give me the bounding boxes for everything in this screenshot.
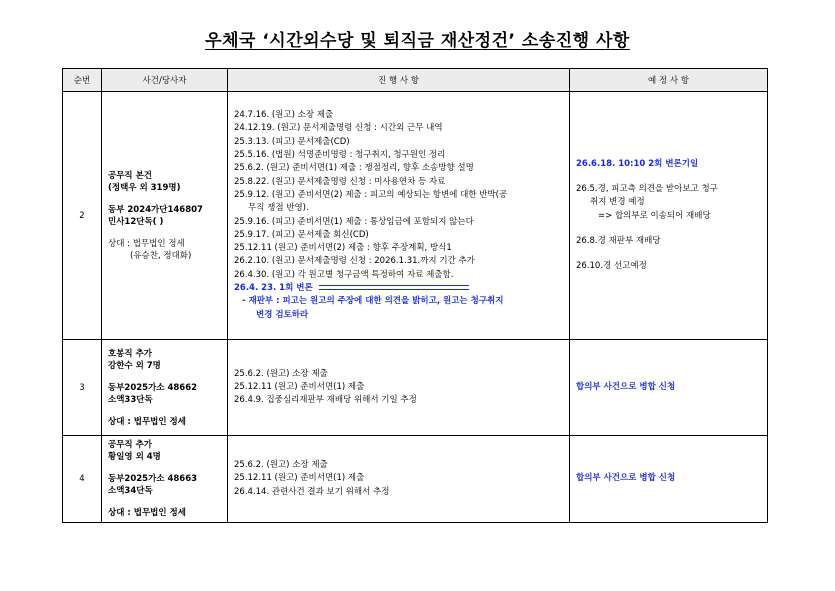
progress-line: 24.7.16. (원고) 소장 제출 [234, 110, 334, 121]
table-header-row [63, 69, 768, 92]
progress-line: 26.4.14. 관련사건 결과 보기 위해서 추정 [234, 486, 390, 497]
table-row [63, 92, 768, 340]
progress-line: 무직 쟁점 반영). [248, 203, 309, 214]
judge-note-cont: 변경 검토하라 [256, 309, 309, 320]
plan-item: 26.8.경 재판부 재배당 [576, 235, 661, 246]
counsel: 상대 : 법무법인 정세 [108, 508, 186, 518]
header-plan: 예 정 사 항 [570, 69, 768, 92]
hearing-line [234, 282, 563, 295]
case-number: 동부2025가소 48663 [108, 474, 198, 484]
party-plaintiff: 강한수 외 7명 [108, 360, 161, 371]
litigation-table [62, 68, 768, 523]
plan-item: 합의부 사건으로 병합 신청 [576, 473, 676, 484]
case-number: 동부2025가소 48662 [108, 382, 198, 393]
progress-line: 25.12.11 (원고) 준비서면(1) 제출 [234, 381, 365, 392]
progress-line: 25.6.2. (원고) 소장 제출 [234, 460, 328, 471]
row-number: 2 [63, 92, 102, 340]
progress-line: 25.9.16. (피고) 준비서면(1) 제출 : 통상임금에 포함되지 않는다 [234, 216, 474, 227]
progress-line: 26.2.10. (원고) 문서제출명령 신청 : 2026.1.31.까지 기간 추가 [234, 256, 475, 267]
party-plaintiff: 황일영 외 4명 [108, 452, 161, 462]
progress-line: 26.4.30. (원고) 각 원고별 청구금액 특정하여 자료 제출함. [234, 269, 454, 280]
progress-cell [228, 436, 570, 523]
party-cell [102, 92, 228, 340]
party-name: 호봉직 추가 [108, 348, 153, 359]
court-division: 민사12단독( ) [108, 216, 164, 227]
header-no: 순번 [63, 69, 102, 92]
hearing-divider [319, 285, 469, 290]
plan-cell [570, 92, 768, 340]
plan-item: 26.5.경, 피고측 의견을 받아보고 청구 [576, 183, 718, 194]
progress-line: 25.3.13. (피고) 문서제출(CD) [234, 136, 350, 147]
header-case: 사건/당사자 [102, 69, 228, 92]
counsel-lawyers: (유승찬, 정대화) [130, 250, 192, 261]
counsel: 상대 : 법무법인 정세 [108, 416, 186, 427]
progress-line: 26.4.9. 집중심리재판부 재배당 위해서 기일 추정 [234, 395, 417, 406]
party-name: 공무직 추가 [108, 440, 153, 450]
progress-line: 25.8.22. (원고) 문서제출명령 신청 : 미사용연차 등 자료 [234, 176, 446, 187]
progress-line: 25.12.11 (원고) 준비서면(2) 제출 : 향후 주장계획, 방식1 [234, 243, 452, 254]
party-plaintiff: (정택우 외 319명) [108, 182, 181, 193]
plan-item: => 합의부로 이송되어 재배당 [598, 210, 711, 221]
table-row [63, 436, 768, 523]
progress-line: 25.12.11 (원고) 준비서면(1) 제출 [234, 473, 365, 484]
plan-cell [570, 340, 768, 436]
progress-cell [228, 340, 570, 436]
counsel: 상대 : 법무법인 정세 [108, 238, 185, 249]
progress-line: 24.12.19. (원고) 문서제출명령 신청 : 시간외 근무 내역 [234, 123, 443, 134]
party-name: 공무직 본건 [108, 170, 153, 181]
plan-cell [570, 436, 768, 523]
progress-line: 25.9.12. (원고) 준비서면(2) 제출 : 피고의 예상되는 항변에 대한 반박(공 [234, 189, 508, 200]
plan-item: 26.6.18. 10:10 2회 변론기일 [576, 158, 699, 169]
row-number: 4 [63, 436, 102, 523]
plan-item: 26.10.경 선고예정 [576, 261, 647, 272]
court-division: 소액34단독 [108, 486, 153, 496]
party-cell [102, 340, 228, 436]
judge-note: - 재판부 : 피고는 원고의 주장에 대한 의견을 밝히고, 원고는 청구취지 [242, 296, 504, 307]
progress-cell [228, 92, 570, 340]
row-number: 3 [63, 340, 102, 436]
case-number: 동부 2024가단146807 [108, 204, 203, 215]
table-row [63, 340, 768, 436]
header-progress: 진 행 사 항 [228, 69, 570, 92]
progress-line: 25.9.17. (피고) 문서제출 회신(CD) [234, 229, 369, 240]
progress-line: 25.5.16. (법원) 석명준비명령 : 청구취지, 청구원인 정리 [234, 150, 446, 161]
plan-item: 취지 변경 예정 [590, 197, 645, 208]
progress-line: 25.6.2. (원고) 준비서면(1) 제출 : 쟁점정리, 향후 소송방향 설명 [234, 163, 474, 174]
plan-item: 합의부 사건으로 병합 신청 [576, 381, 676, 392]
page-title: 우체국 ‘시간외수당 및 퇴직금 재산정건’ 소송진행 사항 [205, 31, 630, 51]
hearing-label: 26.4. 23. 1회 변론 [234, 282, 313, 293]
court-division: 소액33단독 [108, 394, 153, 405]
party-cell [102, 436, 228, 523]
progress-line: 25.6.2. (원고) 소장 제출 [234, 368, 328, 379]
